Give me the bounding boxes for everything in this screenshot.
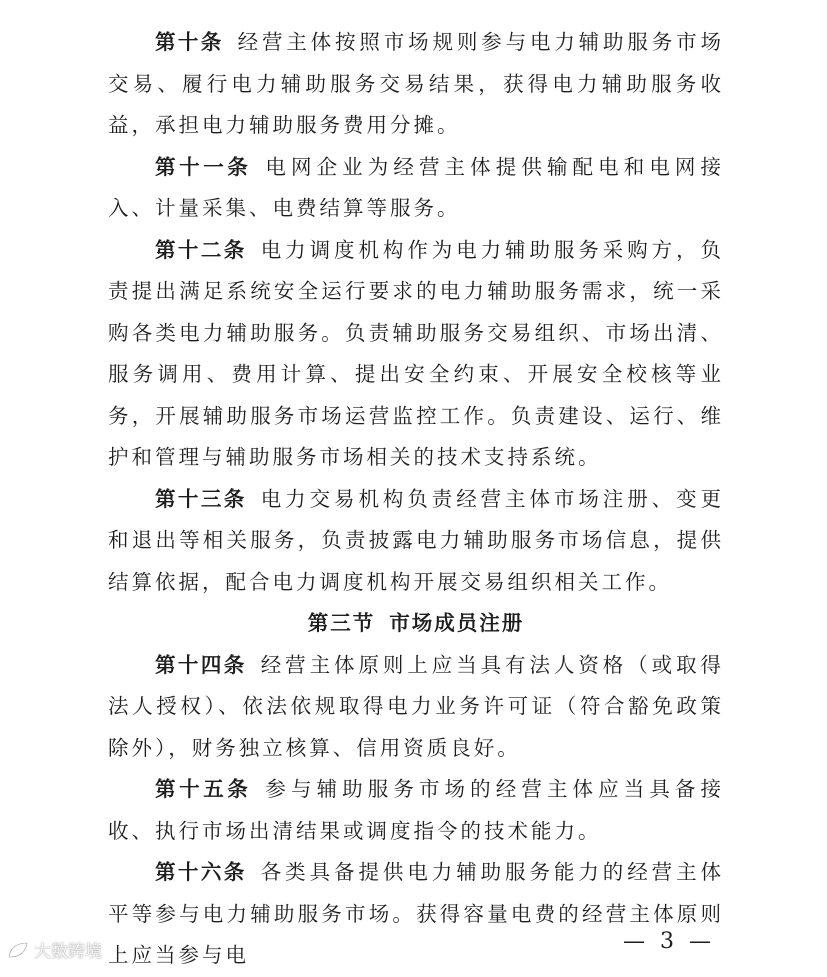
article-number: 第十六条	[155, 860, 247, 884]
page-number: — 3 —	[623, 929, 715, 954]
article-13	[108, 479, 724, 604]
article-16	[108, 852, 724, 977]
article-number: 第十五条	[155, 777, 252, 801]
section-heading	[108, 603, 724, 645]
section-title: 市场成员注册	[389, 611, 525, 635]
article-text: 经营主体按照市场规则参与电力辅助服务市场交易、履行电力辅助服务交易结果，获得电力辅助服务收益，承担电力辅助服务费用分摊。	[108, 30, 725, 137]
article-number: 第十三条	[155, 486, 247, 511]
article-15	[108, 769, 724, 852]
article-11	[108, 147, 724, 230]
watermark	[6, 937, 102, 962]
article-text: 各类具备提供电力辅助服务能力的经营主体平等参与电力辅助服务市场。获得容量电费的经营主体原则上应当参与电	[108, 860, 725, 967]
article-number: 第十一条	[155, 154, 252, 179]
article-text: 参与辅助服务市场的经营主体应当具备接收、执行市场出清结果或调度指令的技术能力。	[108, 777, 725, 843]
watermark-text: 大数跨境	[34, 942, 102, 962]
article-text: 电力调度机构作为电力辅助服务采购方，负责提出满足系统安全运行要求的电力辅助服务需求，统一采购各类电力辅助服务。负责辅助服务交易组织、市场出清、服务调用、费用计算、提出安全约束、开展安全校核等业务，开展辅助服务市场运营监控工作。负责建设、运行、维护和管理与辅助服务市场相关的技术支持系统。	[108, 237, 725, 469]
article-10	[108, 22, 724, 147]
article-number: 第十四条	[155, 652, 247, 677]
article-number: 第十条	[155, 30, 224, 54]
article-14	[108, 645, 724, 770]
article-text: 电力交易机构负责经营主体市场注册、变更和退出等相关服务，负责披露电力辅助服务市场信息，提供结算依据，配合电力调度机构开展交易组织相关工作。	[108, 486, 725, 594]
article-text: 电网企业为经营主体提供输配电和电网接入、计量采集、电费结算等服务。	[108, 154, 725, 220]
article-12	[108, 230, 724, 479]
section-number: 第三节	[307, 611, 376, 635]
article-number: 第十二条	[155, 237, 247, 262]
article-text: 经营主体原则上应当具有法人资格（或取得法人授权）、依法依规取得电力业务许可证（符合豁免政策除外），财务独立核算、信用资质良好。	[108, 652, 725, 760]
document-body	[108, 22, 724, 977]
leaf-logo-icon	[6, 940, 30, 960]
